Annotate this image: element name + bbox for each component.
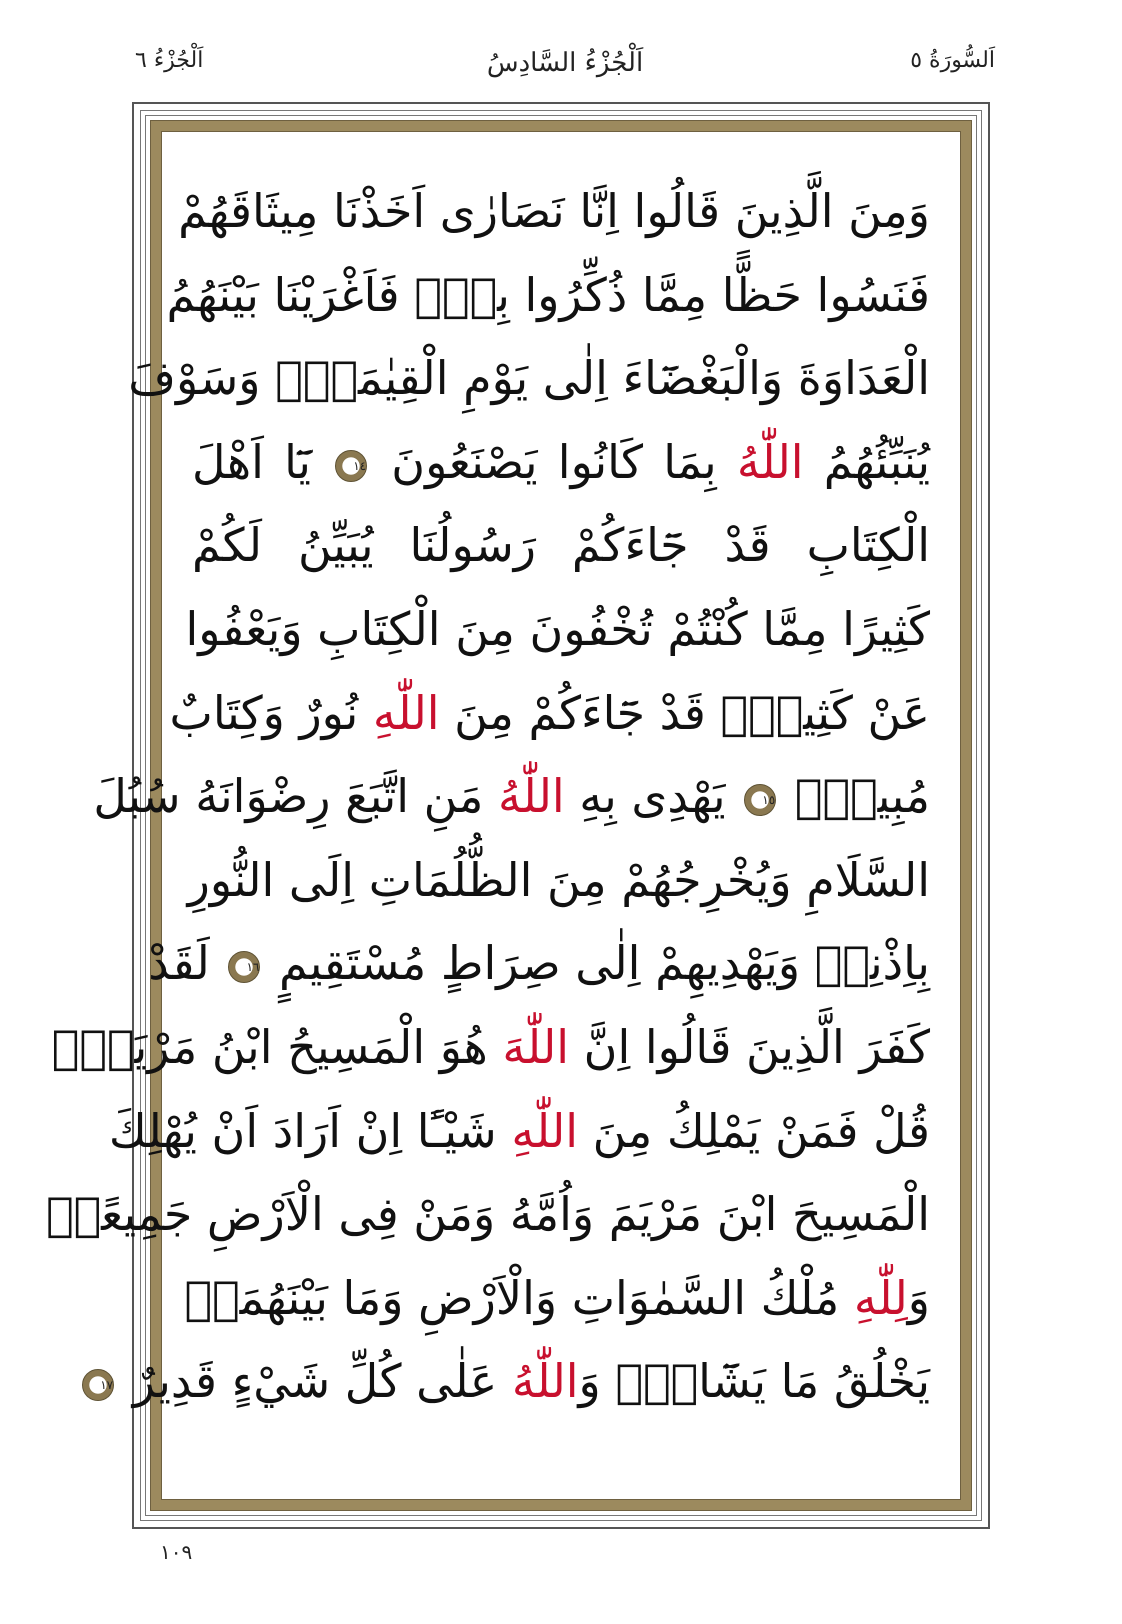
verse-text: مُلْكُ السَّمٰوَاتِ وَالْاَرْضِ وَمَا بَيْنَهُمَاۜ: [184, 1270, 854, 1325]
verse-text: الْعَدَاوَةَ وَالْبَغْضَٓاءَ اِلٰى يَوْمِ الْقِيٰمَةِۜ وَسَوْفَ: [128, 351, 930, 406]
verse-text: عَلٰى كُلِّ شَيْءٍ قَدِيرٌ: [118, 1354, 512, 1409]
text-line: [166, 254, 930, 338]
ayah-marker-icon: ١٧: [82, 1369, 114, 1401]
verse-text: يَخْلُقُ مَا يَشَٓاءُۜ وَ: [578, 1354, 930, 1409]
text-line: [108, 1090, 930, 1174]
text-line: [178, 170, 930, 254]
page-number: ١٠٩: [160, 1540, 193, 1564]
text-panel: [45, 131, 961, 1500]
juz-title: اَلْجُزْءُ السَّادِسُ: [486, 48, 644, 78]
verse-text: شَيْـًٔا اِنْ اَرَادَ اَنْ يُهْلِكَ: [108, 1103, 512, 1158]
quran-text: [45, 170, 931, 1479]
verse-text: يُنَبِّئُهُمُ: [803, 434, 931, 489]
text-line: [187, 839, 930, 923]
ayah-marker-icon: ١٤: [335, 450, 367, 482]
text-line: [185, 588, 930, 672]
divine-name: اللّٰهُ: [511, 1354, 579, 1409]
juz-label: اَلْجُزْءُ ٦: [135, 48, 204, 73]
verse-text: يَٓا اَهْلَ: [192, 434, 332, 489]
verse-text: وَمِنَ الَّذِينَ قَالُوا اِنَّا نَصَارٰى اَخَذْنَا مِيثَاقَهُمْ: [178, 184, 930, 238]
page-frame: [45, 102, 990, 1529]
divine-name: اللّٰهَ: [502, 1019, 570, 1074]
divine-name: اللّٰهُ: [497, 769, 565, 824]
verse-text: الْكِتَابِ قَدْ جَٓاءَكُمْ رَسُولُنَا يُبَيِّنُ لَكُمْ: [192, 518, 930, 573]
divine-name: اللّٰهِ: [511, 1103, 579, 1158]
text-line: [192, 504, 930, 588]
verse-text: وَ: [907, 1270, 930, 1325]
surah-label: اَلسُّورَةُ ٥: [910, 48, 995, 73]
page-header: [135, 48, 995, 98]
verse-text: مُبِينٌۙ: [780, 769, 930, 824]
verse-text: الْمَسِيحَ ابْنَ مَرْيَمَ وَاُمَّهُ وَمَنْ فِى الْاَرْضِ جَمِيعًاۜ: [45, 1187, 930, 1242]
verse-text: قُلْ فَمَنْ يَمْلِكُ مِنَ: [578, 1103, 930, 1158]
text-line: [93, 755, 930, 839]
ayah-marker-icon: ١٥: [744, 784, 776, 816]
verse-text: هُوَ الْمَسِيحُ ابْنُ مَرْيَمَۜ: [51, 1019, 503, 1074]
text-line: [100, 1340, 930, 1424]
text-line: [169, 672, 930, 756]
verse-text: كَفَرَ الَّذِينَ قَالُوا اِنَّ: [569, 1019, 930, 1074]
verse-text: كَثِيرًا مِمَّا كُنْتُمْ تُخْفُونَ مِنَ الْكِتَابِ وَيَعْفُوا: [185, 601, 930, 656]
divine-name: لِلّٰهِ: [853, 1270, 908, 1325]
verse-text: لَقَدْ: [148, 936, 225, 991]
verse-text: السَّلَامِ وَيُخْرِجُهُمْ مِنَ الظُّلُمَاتِ اِلَى النُّورِ: [187, 852, 930, 907]
text-line: [184, 1257, 930, 1341]
text-line: [51, 1006, 930, 1090]
text-line: [148, 922, 930, 1006]
ayah-marker-icon: ١٦: [228, 951, 260, 983]
frame-border-gold: [45, 120, 972, 1511]
verse-text: نُورٌ وَكِتَابٌ: [169, 685, 373, 740]
verse-text: بِمَا كَانُوا يَصْنَعُونَ: [371, 434, 737, 489]
text-line: [192, 421, 930, 505]
verse-text: مَنِ اتَّبَعَ رِضْوَانَهُ سُبُلَ: [93, 769, 498, 824]
divine-name: اللّٰهُ: [736, 434, 804, 489]
text-line: [45, 1173, 930, 1257]
text-line: [128, 337, 930, 421]
verse-text: فَنَسُوا حَظًّا مِمَّا ذُكِّرُوا بِهٖۚ فَاَغْرَيْنَا بَيْنَهُمُ: [166, 267, 930, 322]
verse-text: بِاِذْنِهٖ وَيَهْدِيهِمْ اِلٰى صِرَاطٍ مُسْتَقِيمٍ: [264, 936, 930, 991]
divine-name: اللّٰهِ: [372, 685, 440, 740]
verse-text: عَنْ كَثِيرٍۜ قَدْ جَٓاءَكُمْ مِنَ: [439, 685, 930, 740]
verse-text: يَهْدِى بِهِ: [564, 769, 741, 824]
